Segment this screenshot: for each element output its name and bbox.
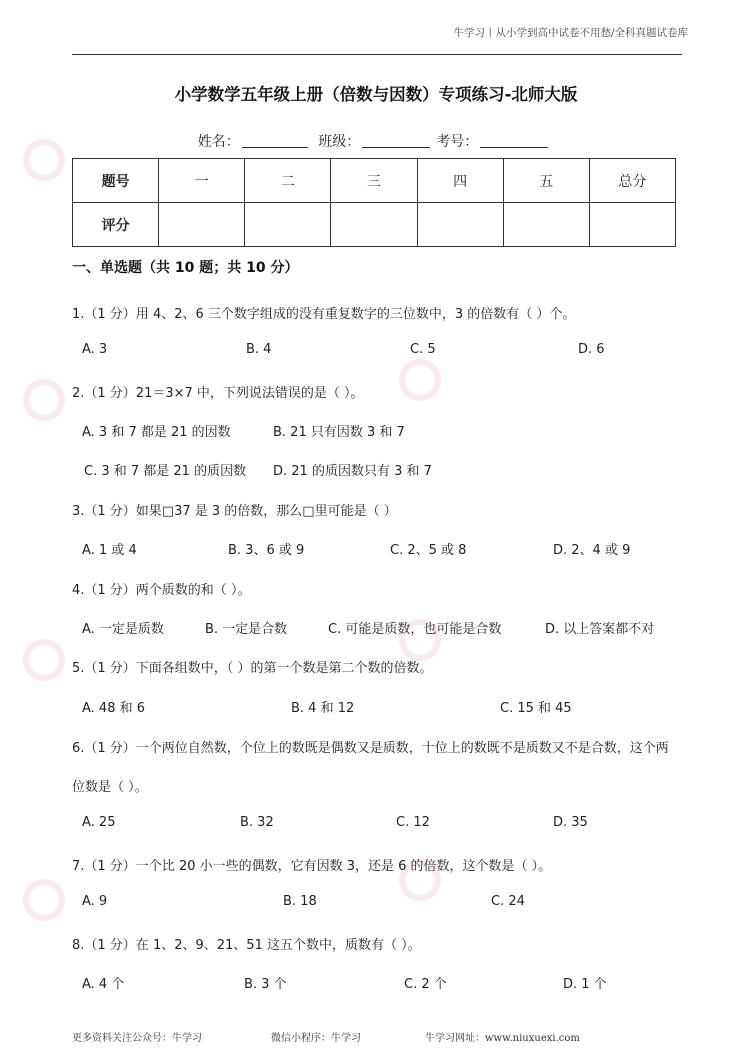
q6-option-a[interactable]: A. 25: [82, 815, 116, 830]
footer-mini-program: 微信小程序：牛学习: [271, 1033, 361, 1044]
score-table-score-row: [73, 203, 676, 247]
q2-option-d[interactable]: D. 21 的质因数只有 3 和 7: [273, 464, 432, 479]
name-label: 姓名：: [197, 134, 240, 150]
q1-option-d[interactable]: D. 6: [578, 342, 605, 357]
q1-option-a[interactable]: A. 3: [82, 342, 108, 357]
score-cell[interactable]: [503, 203, 589, 247]
header-divider: [72, 54, 682, 55]
q5-option-a[interactable]: A. 48 和 6: [82, 701, 146, 716]
question-5-stem: 5.（1 分）下面各组数中，（ ）的第一个数是第二个数的倍数。: [72, 661, 433, 676]
q4-option-c[interactable]: C. 可能是质数，也可能是合数: [328, 622, 502, 637]
q5-option-b[interactable]: B. 4 和 12: [291, 701, 355, 716]
q8-option-b[interactable]: B. 3 个: [244, 977, 287, 992]
cell-part-5: 五: [503, 159, 589, 203]
cell-total: 总分: [589, 159, 675, 203]
q7-option-c[interactable]: C. 24: [491, 894, 525, 909]
q7-option-b[interactable]: B. 18: [283, 894, 317, 909]
cell-score-label: 评分: [73, 203, 159, 247]
cell-part-1: 一: [159, 159, 245, 203]
exam-label: 考号：: [436, 134, 479, 150]
cell-part-2: 二: [245, 159, 331, 203]
score-table: [72, 158, 676, 247]
q6-option-c[interactable]: C. 12: [396, 815, 430, 830]
name-blank[interactable]: [242, 133, 308, 148]
q4-option-b[interactable]: B. 一定是合数: [205, 622, 288, 637]
score-cell[interactable]: [417, 203, 503, 247]
score-cell[interactable]: [159, 203, 245, 247]
score-cell[interactable]: [331, 203, 417, 247]
q2-option-b[interactable]: B. 21 只有因数 3 和 7: [273, 425, 405, 440]
score-cell[interactable]: [245, 203, 331, 247]
q4-option-a[interactable]: A. 一定是质数: [82, 622, 164, 637]
class-blank[interactable]: [362, 133, 430, 148]
q1-option-c[interactable]: C. 5: [410, 342, 436, 357]
q5-option-c[interactable]: C. 15 和 45: [500, 701, 572, 716]
question-8-stem: 8.（1 分）在 1、2、9、21、51 这五个数中，质数有（ ）。: [72, 938, 421, 953]
q7-option-a[interactable]: A. 9: [82, 894, 108, 909]
q3-option-b[interactable]: B. 3、6 或 9: [228, 543, 305, 558]
q4-option-d[interactable]: D. 以上答案都不对: [545, 622, 655, 637]
q3-option-c[interactable]: C. 2、5 或 8: [390, 543, 467, 558]
cell-part-4: 四: [417, 159, 503, 203]
score-cell[interactable]: [589, 203, 675, 247]
q8-option-d[interactable]: D. 1 个: [563, 977, 607, 992]
question-1-stem: 1.（1 分）用 4、2、6 三个数字组成的没有重复数字的三位数中，3 的倍数有（ ）个。: [72, 307, 576, 322]
q2-option-a[interactable]: A. 3 和 7 都是 21 的因数: [82, 425, 231, 440]
q3-option-d[interactable]: D. 2、4 或 9: [553, 543, 631, 558]
question-4-stem: 4.（1 分）两个质数的和（ ）。: [72, 583, 251, 598]
q3-option-a[interactable]: A. 1 或 4: [82, 543, 137, 558]
question-7-stem: 7.（1 分）一个比 20 小一些的偶数，它有因数 3，还是 6 的倍数，这个数是（ ）。: [72, 859, 552, 874]
cell-question-number-label: 题号: [73, 159, 159, 203]
q6-option-d[interactable]: D. 35: [553, 815, 588, 830]
score-table-header-row: [73, 159, 676, 203]
header-banner: 牛学习丨从小学到高中试卷不用愁/全科真题试卷库: [453, 27, 688, 39]
footer-wechat: 更多资料关注公众号：牛学习: [72, 1033, 202, 1044]
question-6-stem: 6.（1 分）一个两位自然数，个位上的数既是偶数又是质数，十位上的数既不是质数又不是合数，这个两: [72, 741, 669, 756]
q2-option-c[interactable]: C. 3 和 7 都是 21 的质因数: [84, 464, 247, 479]
exam-blank[interactable]: [480, 133, 548, 148]
student-info: [0, 131, 752, 151]
footer-website[interactable]: 牛学习网址：www.niuxuexi.com: [425, 1033, 580, 1044]
question-3-stem: 3.（1 分）如果□37 是 3 的倍数，那么□里可能是（ ）: [72, 504, 397, 519]
class-label: 班级：: [318, 134, 361, 150]
question-2-stem: 2.（1 分）21＝3×7 中，下列说法错误的是（ ）。: [72, 386, 364, 401]
page-title: 小学数学五年级上册（倍数与因数）专项练习-北师大版: [174, 85, 578, 104]
q1-option-b[interactable]: B. 4: [246, 342, 272, 357]
question-6-stem-continued: 位数是（ ）。: [72, 780, 148, 795]
section-heading-single-choice: 一、单选题（共 10 题；共 10 分）: [72, 260, 299, 276]
q6-option-b[interactable]: B. 32: [240, 815, 274, 830]
cell-part-3: 三: [331, 159, 417, 203]
q8-option-c[interactable]: C. 2 个: [404, 977, 447, 992]
q8-option-a[interactable]: A. 4 个: [82, 977, 125, 992]
